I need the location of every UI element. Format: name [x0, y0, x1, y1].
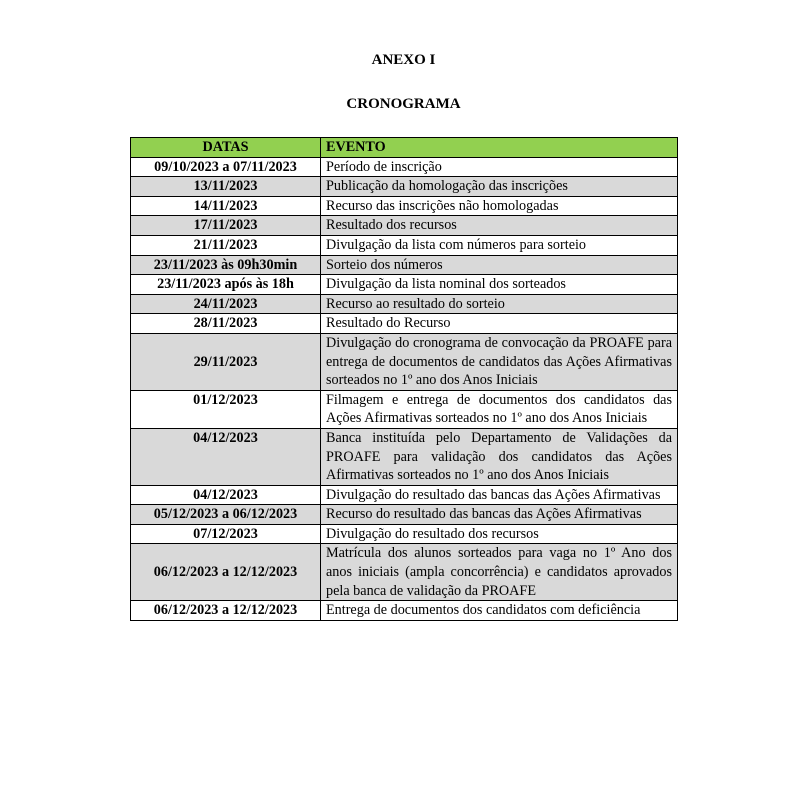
table-row: [131, 177, 678, 197]
row-event: Recurso do resultado das bancas das Ações Afirmativas: [321, 505, 678, 525]
row-date: 04/12/2023: [131, 428, 321, 485]
row-event: Divulgação da lista com números para sorteio: [321, 235, 678, 255]
row-date: 04/12/2023: [131, 485, 321, 505]
row-event: Sorteio dos números: [321, 255, 678, 275]
table-row: [131, 505, 678, 525]
row-event: Recurso ao resultado do sorteio: [321, 294, 678, 314]
schedule-table: [130, 137, 678, 621]
table-row: [131, 524, 678, 544]
row-event: Resultado do Recurso: [321, 314, 678, 334]
row-date: 14/11/2023: [131, 196, 321, 216]
row-date: 06/12/2023 a 12/12/2023: [131, 601, 321, 621]
row-date: 28/11/2023: [131, 314, 321, 334]
row-event: Filmagem e entrega de documentos dos candidatos das Ações Afirmativas sorteados no 1º ano dos Anos Iniciais: [321, 390, 678, 428]
table-row: [131, 544, 678, 601]
row-event: Recurso das inscrições não homologadas: [321, 196, 678, 216]
row-event: Divulgação do resultado dos recursos: [321, 524, 678, 544]
row-event: Divulgação da lista nominal dos sorteados: [321, 275, 678, 295]
row-event: Divulgação do resultado das bancas das Ações Afirmativas: [321, 485, 678, 505]
table-row: [131, 333, 678, 390]
header-event: EVENTO: [321, 138, 678, 158]
table-row: [131, 275, 678, 295]
annex-title: ANEXO I: [371, 52, 436, 68]
row-date: 05/12/2023 a 06/12/2023: [131, 505, 321, 525]
header-dates: DATAS: [131, 138, 321, 158]
table-row: [131, 294, 678, 314]
row-date: 06/12/2023 a 12/12/2023: [131, 544, 321, 601]
table-row: [131, 390, 678, 428]
row-date: 17/11/2023: [131, 216, 321, 236]
table-row: [131, 196, 678, 216]
row-date: 24/11/2023: [131, 294, 321, 314]
table-row: [131, 157, 678, 177]
row-event: Divulgação do cronograma de convocação da PROAFE para entrega de documentos de candidatos das Ações Afirmativas sorteados no 1º ano dos Anos Iniciais: [321, 333, 678, 390]
table-row: [131, 216, 678, 236]
row-date: 09/10/2023 a 07/11/2023: [131, 157, 321, 177]
table-row: [131, 235, 678, 255]
row-event: Período de inscrição: [321, 157, 678, 177]
row-event: Publicação da homologação das inscrições: [321, 177, 678, 197]
table-row: [131, 255, 678, 275]
schedule-title: CRONOGRAMA: [346, 96, 461, 112]
row-date: 29/11/2023: [131, 333, 321, 390]
row-event: Matrícula dos alunos sorteados para vaga no 1º Ano dos anos iniciais (ampla concorrência) e candidatos aprovados pela banca de validação da PROAFE: [321, 544, 678, 601]
row-date: 01/12/2023: [131, 390, 321, 428]
row-date: 07/12/2023: [131, 524, 321, 544]
row-date: 23/11/2023 após às 18h: [131, 275, 321, 295]
row-event: Entrega de documentos dos candidatos com deficiência: [321, 601, 678, 621]
row-date: 21/11/2023: [131, 235, 321, 255]
table-row: [131, 428, 678, 485]
table-row: [131, 601, 678, 621]
table-row: [131, 314, 678, 334]
table-header-row: [131, 138, 678, 158]
table-row: [131, 485, 678, 505]
row-date: 23/11/2023 às 09h30min: [131, 255, 321, 275]
row-date: 13/11/2023: [131, 177, 321, 197]
row-event: Banca instituída pelo Departamento de Validações da PROAFE para validação dos candidatos das Ações Afirmativas sorteados no 1º ano dos Anos Iniciais: [321, 428, 678, 485]
row-event: Resultado dos recursos: [321, 216, 678, 236]
